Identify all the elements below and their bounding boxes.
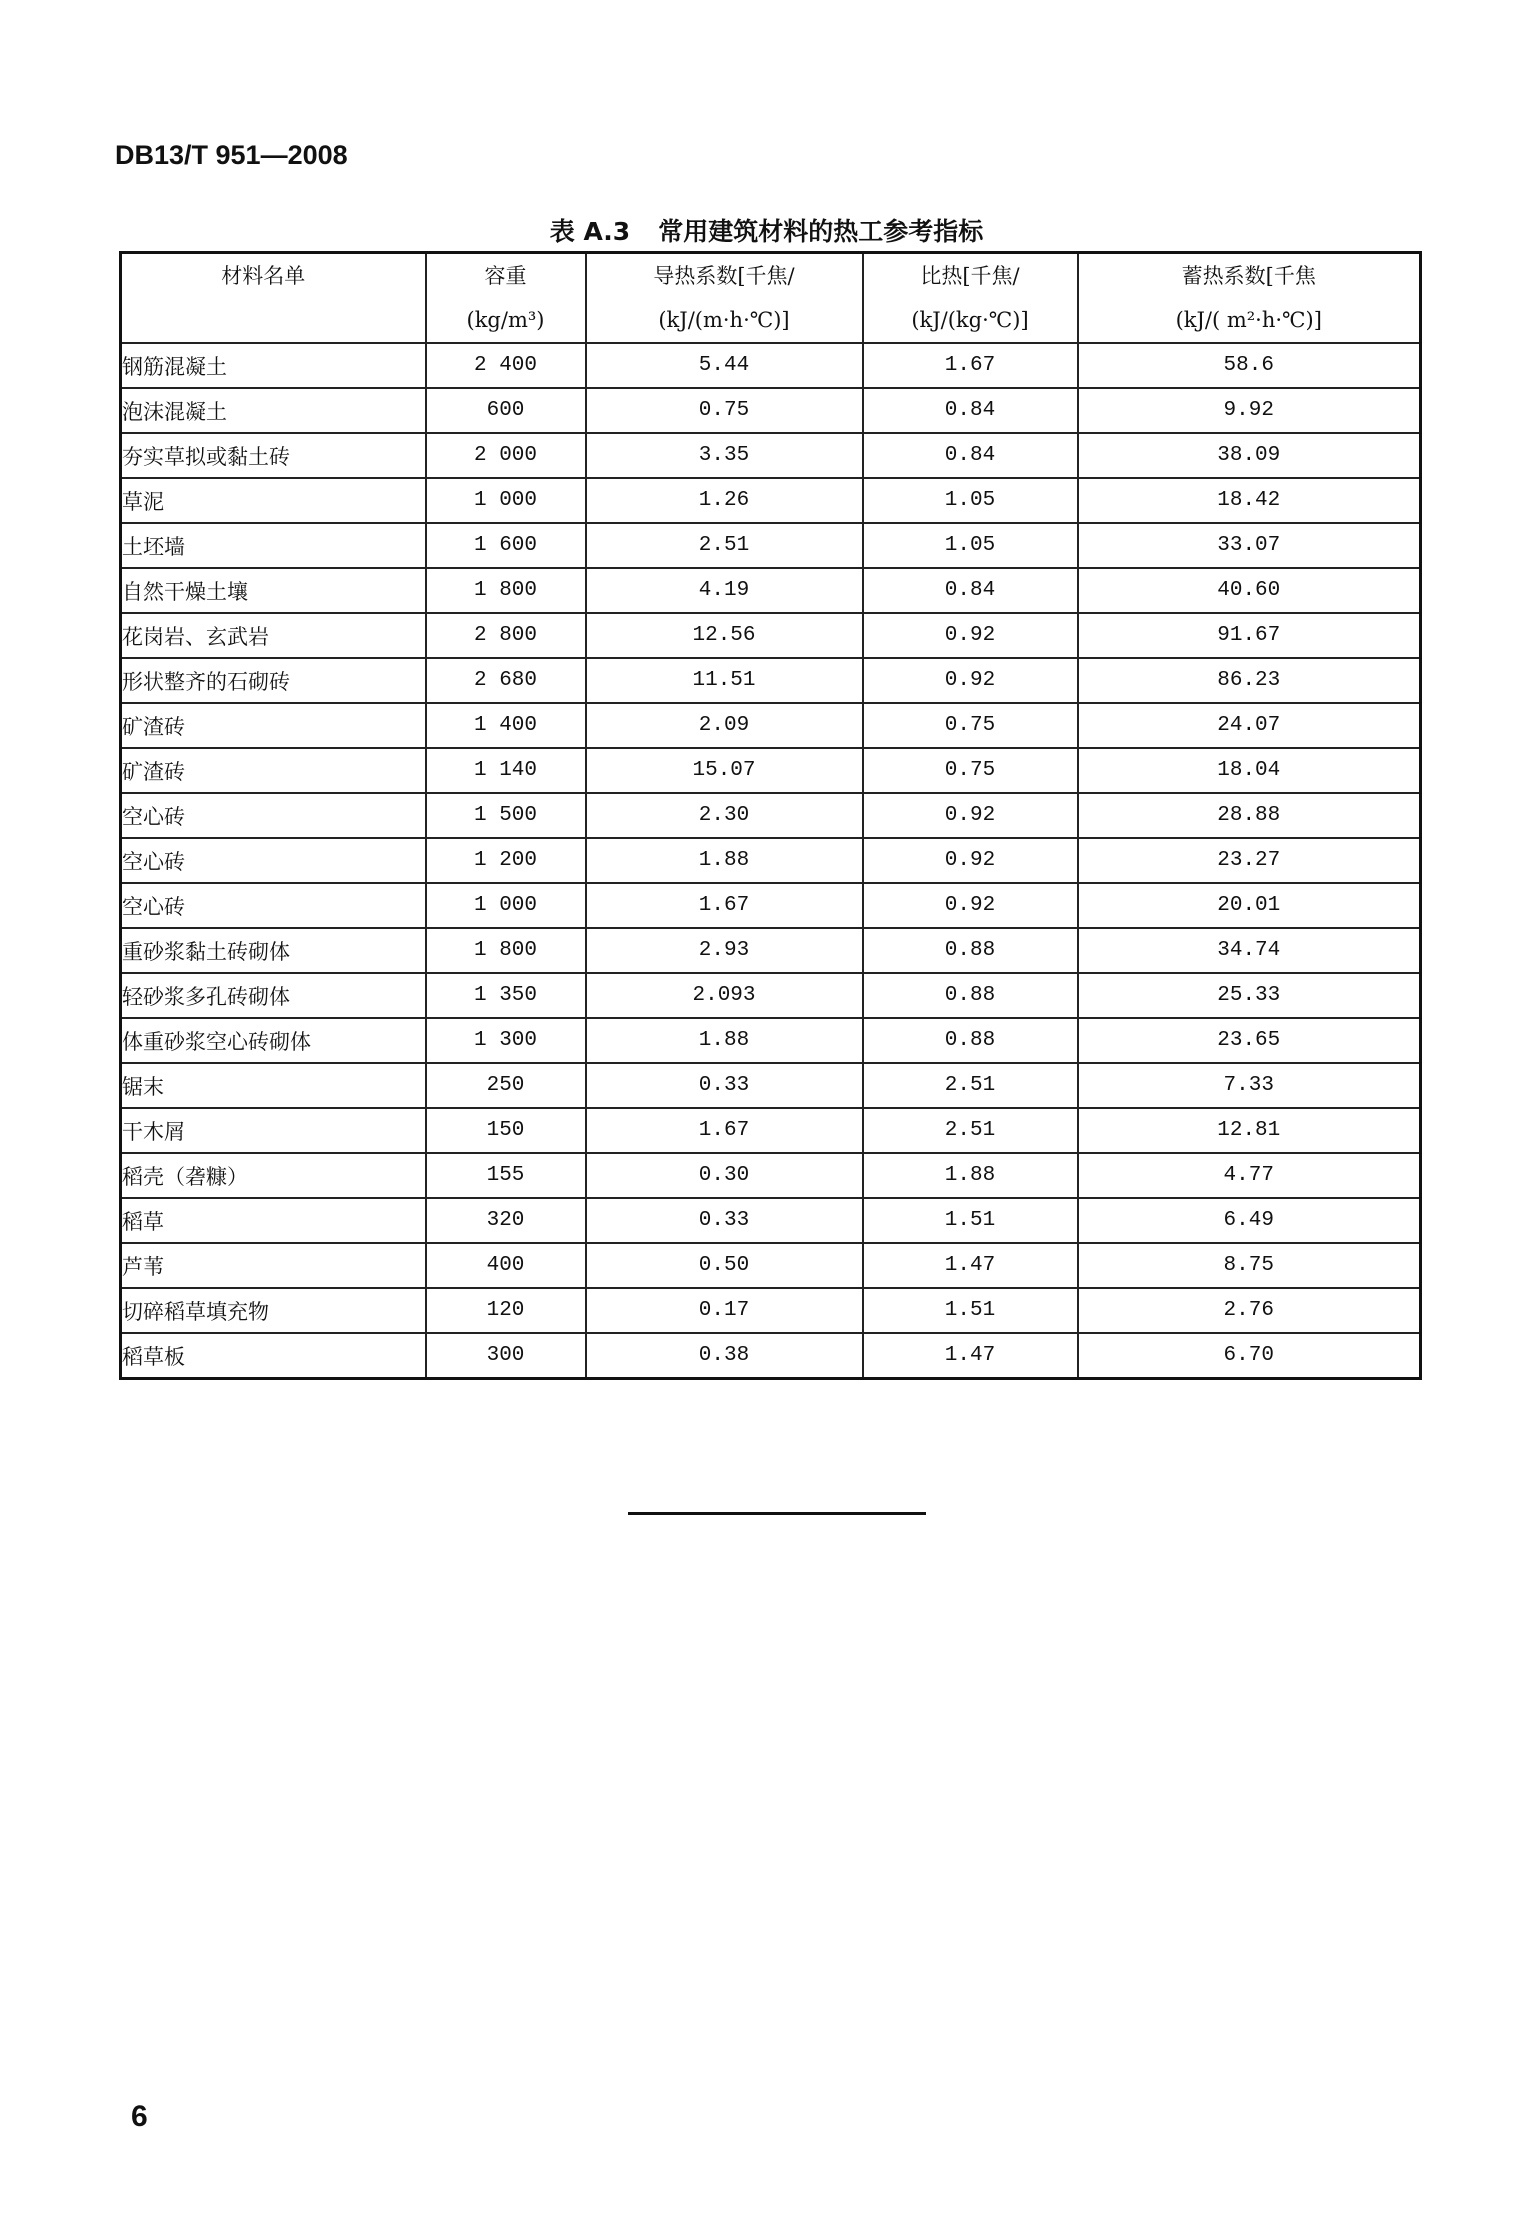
- value-cell: 5.44: [586, 343, 863, 388]
- column-header-4: [1078, 253, 1421, 344]
- table-row: [121, 343, 1421, 388]
- end-rule: [628, 1512, 926, 1515]
- value-cell: 120: [426, 1288, 586, 1333]
- value-cell: 1.88: [586, 1018, 863, 1063]
- value-cell: 400: [426, 1243, 586, 1288]
- value-cell: 12.81: [1078, 1108, 1421, 1153]
- value-cell: 1.67: [586, 1108, 863, 1153]
- table-row: [121, 1198, 1421, 1243]
- material-name-cell: 泡沫混凝土: [121, 388, 426, 433]
- value-cell: 2 680: [426, 658, 586, 703]
- table-row: [121, 883, 1421, 928]
- value-cell: 2 400: [426, 343, 586, 388]
- value-cell: 9.92: [1078, 388, 1421, 433]
- value-cell: 15.07: [586, 748, 863, 793]
- table-row: [121, 523, 1421, 568]
- material-name-cell: 稻壳（砻糠）: [121, 1153, 426, 1198]
- value-cell: 1 800: [426, 928, 586, 973]
- value-cell: 1 500: [426, 793, 586, 838]
- table-row: [121, 388, 1421, 433]
- table-header-row: [121, 253, 1421, 344]
- value-cell: 1.88: [586, 838, 863, 883]
- material-name-cell: 芦苇: [121, 1243, 426, 1288]
- value-cell: 23.65: [1078, 1018, 1421, 1063]
- value-cell: 24.07: [1078, 703, 1421, 748]
- value-cell: 0.75: [863, 748, 1078, 793]
- table-row: [121, 433, 1421, 478]
- value-cell: 7.33: [1078, 1063, 1421, 1108]
- value-cell: 0.92: [863, 838, 1078, 883]
- value-cell: 0.92: [863, 658, 1078, 703]
- column-header-0: [121, 253, 426, 344]
- value-cell: 0.88: [863, 928, 1078, 973]
- value-cell: 3.35: [586, 433, 863, 478]
- value-cell: 1.51: [863, 1288, 1078, 1333]
- table-row: [121, 838, 1421, 883]
- material-name-cell: 花岗岩、玄武岩: [121, 613, 426, 658]
- value-cell: 86.23: [1078, 658, 1421, 703]
- value-cell: 2 000: [426, 433, 586, 478]
- material-name-cell: 稻草板: [121, 1333, 426, 1379]
- value-cell: 1.05: [863, 478, 1078, 523]
- table-row: [121, 568, 1421, 613]
- table-row: [121, 1063, 1421, 1108]
- table-row: [121, 1018, 1421, 1063]
- table-title: 常用建筑材料的热工参考指标: [658, 217, 984, 246]
- table-row: [121, 793, 1421, 838]
- value-cell: 2.30: [586, 793, 863, 838]
- value-cell: 1 800: [426, 568, 586, 613]
- value-cell: 320: [426, 1198, 586, 1243]
- value-cell: 18.42: [1078, 478, 1421, 523]
- table-row: [121, 928, 1421, 973]
- value-cell: 1 600: [426, 523, 586, 568]
- value-cell: 1.05: [863, 523, 1078, 568]
- table-row: [121, 1243, 1421, 1288]
- material-name-cell: 矿渣砖: [121, 703, 426, 748]
- column-header-3: [863, 253, 1078, 344]
- value-cell: 0.75: [863, 703, 1078, 748]
- value-cell: 1.51: [863, 1198, 1078, 1243]
- value-cell: 0.84: [863, 568, 1078, 613]
- value-cell: 1 140: [426, 748, 586, 793]
- value-cell: 150: [426, 1108, 586, 1153]
- value-cell: 6.70: [1078, 1333, 1421, 1379]
- column-header-line2: (kg/m³): [466, 308, 545, 332]
- table-row: [121, 658, 1421, 703]
- value-cell: 1 400: [426, 703, 586, 748]
- value-cell: 0.92: [863, 883, 1078, 928]
- value-cell: 1.67: [863, 343, 1078, 388]
- value-cell: 250: [426, 1063, 586, 1108]
- material-name-cell: 重砂浆黏土砖砌体: [121, 928, 426, 973]
- value-cell: 0.88: [863, 1018, 1078, 1063]
- value-cell: 58.6: [1078, 343, 1421, 388]
- value-cell: 1 200: [426, 838, 586, 883]
- material-name-cell: 切碎稻草填充物: [121, 1288, 426, 1333]
- table-body: [121, 343, 1421, 1379]
- material-name-cell: 空心砖: [121, 793, 426, 838]
- value-cell: 1.47: [863, 1333, 1078, 1379]
- value-cell: 0.33: [586, 1063, 863, 1108]
- value-cell: 2.093: [586, 973, 863, 1018]
- table-row: [121, 748, 1421, 793]
- table-row: [121, 703, 1421, 748]
- value-cell: 1 300: [426, 1018, 586, 1063]
- column-header-line1: 容重: [484, 264, 527, 288]
- value-cell: 1 000: [426, 883, 586, 928]
- material-name-cell: 矿渣砖: [121, 748, 426, 793]
- column-header-line2: (kJ/(m·h·℃)]: [658, 308, 790, 332]
- value-cell: 1.67: [586, 883, 863, 928]
- value-cell: 0.38: [586, 1333, 863, 1379]
- value-cell: 2.93: [586, 928, 863, 973]
- material-name-cell: 形状整齐的石砌砖: [121, 658, 426, 703]
- value-cell: 2.09: [586, 703, 863, 748]
- value-cell: 0.30: [586, 1153, 863, 1198]
- value-cell: 1 350: [426, 973, 586, 1018]
- value-cell: 2.51: [863, 1108, 1078, 1153]
- value-cell: 2 800: [426, 613, 586, 658]
- value-cell: 25.33: [1078, 973, 1421, 1018]
- table-number: 表 A.3: [549, 217, 631, 246]
- value-cell: 0.75: [586, 388, 863, 433]
- value-cell: 0.92: [863, 793, 1078, 838]
- value-cell: 0.50: [586, 1243, 863, 1288]
- material-name-cell: 稻草: [121, 1198, 426, 1243]
- material-name-cell: 轻砂浆多孔砖砌体: [121, 973, 426, 1018]
- material-name-cell: 夯实草拟或黏土砖: [121, 433, 426, 478]
- thermal-properties-table: [119, 251, 1422, 1380]
- material-name-cell: 草泥: [121, 478, 426, 523]
- value-cell: 28.88: [1078, 793, 1421, 838]
- column-header-line1: 比热[千焦/: [920, 264, 1020, 288]
- table-row: [121, 973, 1421, 1018]
- material-name-cell: 钢筋混凝土: [121, 343, 426, 388]
- value-cell: 20.01: [1078, 883, 1421, 928]
- material-name-cell: 锯末: [121, 1063, 426, 1108]
- value-cell: 0.84: [863, 433, 1078, 478]
- table-row: [121, 613, 1421, 658]
- document-id: DB13/T 951—2008: [115, 140, 348, 170]
- value-cell: 4.19: [586, 568, 863, 613]
- value-cell: 1 000: [426, 478, 586, 523]
- value-cell: 2.51: [586, 523, 863, 568]
- value-cell: 0.17: [586, 1288, 863, 1333]
- value-cell: 1.26: [586, 478, 863, 523]
- material-name-cell: 体重砂浆空心砖砌体: [121, 1018, 426, 1063]
- value-cell: 6.49: [1078, 1198, 1421, 1243]
- value-cell: 0.88: [863, 973, 1078, 1018]
- material-name-cell: 空心砖: [121, 883, 426, 928]
- value-cell: 1.88: [863, 1153, 1078, 1198]
- column-header-line1: 导热系数[千焦/: [653, 264, 795, 288]
- value-cell: 11.51: [586, 658, 863, 703]
- page-number: 6: [131, 2100, 148, 2133]
- material-name-cell: 空心砖: [121, 838, 426, 883]
- value-cell: 2.51: [863, 1063, 1078, 1108]
- value-cell: 155: [426, 1153, 586, 1198]
- value-cell: 600: [426, 388, 586, 433]
- value-cell: 12.56: [586, 613, 863, 658]
- table-row: [121, 1108, 1421, 1153]
- column-header-line1: 材料名单: [221, 264, 306, 288]
- column-header-1: [426, 253, 586, 344]
- table-row: [121, 478, 1421, 523]
- value-cell: 34.74: [1078, 928, 1421, 973]
- material-name-cell: 干木屑: [121, 1108, 426, 1153]
- value-cell: 33.07: [1078, 523, 1421, 568]
- value-cell: 1.47: [863, 1243, 1078, 1288]
- value-cell: 4.77: [1078, 1153, 1421, 1198]
- value-cell: 0.84: [863, 388, 1078, 433]
- column-header-line1: 蓄热系数[千焦: [1181, 264, 1316, 288]
- column-header-2: [586, 253, 863, 344]
- value-cell: 300: [426, 1333, 586, 1379]
- table-row: [121, 1288, 1421, 1333]
- value-cell: 38.09: [1078, 433, 1421, 478]
- value-cell: 40.60: [1078, 568, 1421, 613]
- value-cell: 91.67: [1078, 613, 1421, 658]
- value-cell: 18.04: [1078, 748, 1421, 793]
- material-name-cell: 土坯墙: [121, 523, 426, 568]
- value-cell: 23.27: [1078, 838, 1421, 883]
- value-cell: 2.76: [1078, 1288, 1421, 1333]
- table-row: [121, 1153, 1421, 1198]
- table-row: [121, 1333, 1421, 1379]
- value-cell: 0.33: [586, 1198, 863, 1243]
- material-name-cell: 自然干燥土壤: [121, 568, 426, 613]
- column-header-line2: (kJ/(kg·℃)]: [911, 308, 1029, 332]
- table-caption: [0, 212, 1533, 248]
- value-cell: 8.75: [1078, 1243, 1421, 1288]
- value-cell: 0.92: [863, 613, 1078, 658]
- column-header-line2: (kJ/( m²·h·℃)]: [1175, 308, 1322, 332]
